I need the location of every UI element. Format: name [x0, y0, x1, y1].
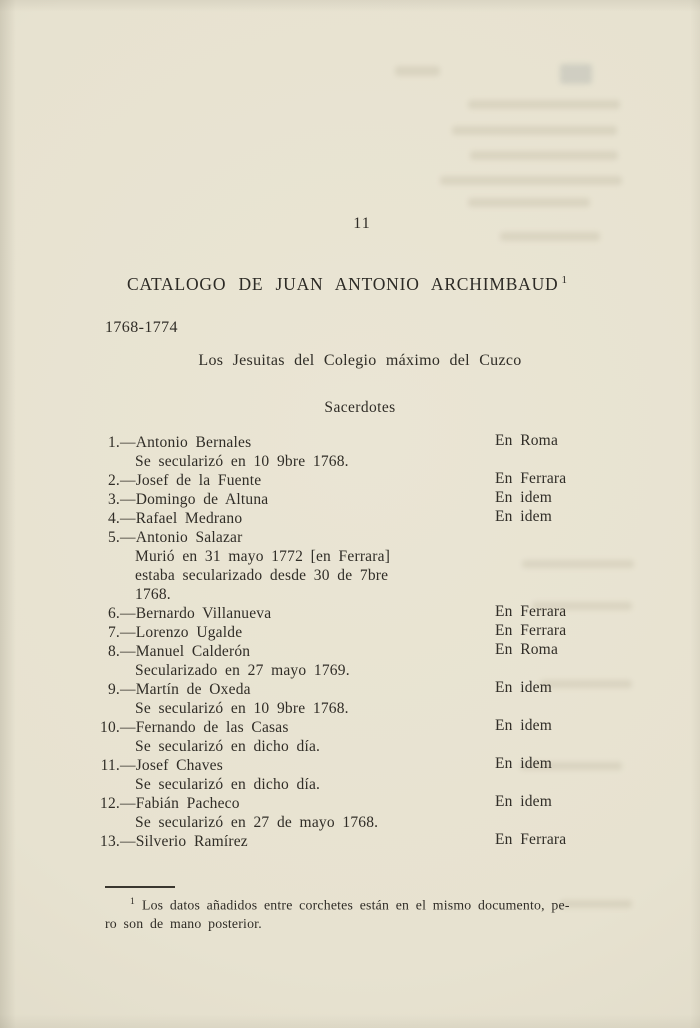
entry-line — [97, 433, 657, 452]
entry-dash: — — [120, 529, 136, 546]
entry-note: Secularizado en 27 mayo 1769. — [135, 662, 350, 679]
entry-line — [97, 509, 657, 528]
entry-location: En idem — [495, 679, 552, 696]
bleed-through — [560, 64, 592, 84]
page-number: 11 — [353, 215, 371, 232]
entry-dash: — — [120, 681, 136, 698]
entry-number: 4. — [107, 510, 120, 527]
entry-number: 13. — [100, 833, 120, 850]
page-title-text: CATALOGO DE JUAN ANTONIO ARCHIMBAUD — [126, 274, 559, 294]
entry-name: Josef de la Fuente — [135, 472, 262, 489]
entry-note: Se secularizó en 10 9bre 1768. — [135, 453, 349, 470]
entry-location: En idem — [495, 717, 552, 734]
entry-note: Se secularizó en dicho día. — [135, 776, 321, 793]
title-footnote-ref: 1 — [561, 274, 567, 287]
entry-dash: — — [120, 624, 136, 641]
bleed-through — [468, 198, 590, 207]
entry-number: 3. — [107, 491, 120, 508]
entry-location: En idem — [495, 489, 552, 506]
entry-name: Domingo de Altuna — [135, 491, 269, 508]
entry-line — [97, 528, 657, 547]
entry-line — [97, 718, 657, 737]
entry-number: 9. — [107, 681, 120, 698]
footnote-divider — [105, 886, 175, 888]
entry-location: En Ferrara — [495, 470, 567, 487]
entry-dash: — — [120, 643, 136, 660]
entry-line — [97, 756, 657, 775]
entry-line — [97, 490, 657, 509]
entry-number: 6. — [107, 605, 120, 622]
footnote-line-1 — [105, 893, 657, 915]
entry-note: Se secularizó en 27 de mayo 1768. — [135, 814, 379, 831]
entry-location: En Roma — [495, 641, 559, 658]
entry-line — [97, 604, 657, 623]
entry-line — [97, 832, 657, 851]
footnote-ref: 1 — [130, 897, 135, 907]
bleed-through — [395, 66, 440, 76]
entry-note: Se secularizó en 10 9bre 1768. — [135, 700, 349, 717]
bleed-through — [500, 232, 600, 241]
entry-number: 8. — [107, 643, 120, 660]
entry-line — [97, 471, 657, 490]
entry-location: En idem — [495, 793, 552, 810]
entry-dash: — — [120, 434, 136, 451]
entry-name: Manuel Calderón — [135, 643, 251, 660]
entry-list — [97, 433, 657, 851]
entry-number: 10. — [100, 719, 120, 736]
entry-note: Se secularizó en dicho día. — [135, 738, 321, 755]
entry-location: En idem — [495, 755, 552, 772]
entry-dash: — — [120, 605, 136, 622]
entry-line — [97, 680, 657, 699]
entry-name: Josef Chaves — [135, 757, 223, 774]
entry-name: Fabián Pacheco — [135, 795, 240, 812]
entry-name: Antonio Salazar — [135, 529, 243, 546]
entry-note: estaba secularizado desde 30 de 7bre — [135, 567, 389, 584]
entry-number: 7. — [107, 624, 120, 641]
bleed-through — [468, 100, 620, 109]
page-title — [0, 274, 697, 295]
entry-name: Lorenzo Ugalde — [135, 624, 243, 641]
entry-location: En Roma — [495, 432, 559, 449]
entry-line — [97, 642, 657, 661]
bleed-through — [452, 126, 617, 135]
entry-note: 1768. — [135, 586, 171, 603]
entry-dash: — — [120, 472, 136, 489]
entry-dash: — — [120, 757, 136, 774]
bleed-through — [440, 176, 622, 185]
entry-number: 1. — [107, 434, 120, 451]
footnote-text-1: Los datos añadidos entre corchetes están en el mismo documento, pe- — [141, 897, 570, 913]
entry-number: 11. — [100, 757, 120, 774]
bleed-through — [470, 151, 618, 160]
entry-name: Rafael Medrano — [135, 510, 243, 527]
entry-name: Martín de Oxeda — [135, 681, 251, 698]
entry-name: Bernardo Villanueva — [135, 605, 272, 622]
entry-location: En idem — [495, 508, 552, 525]
entry-number: 12. — [100, 795, 120, 812]
entry-dash: — — [120, 491, 136, 508]
entry-dash: — — [120, 795, 136, 812]
entry-location: En Ferrara — [495, 622, 567, 639]
entry-dash: — — [120, 510, 136, 527]
entry-line — [97, 794, 657, 813]
entry-name: Antonio Bernales — [135, 434, 252, 451]
footnote-text-2: ro son de mano posterior. — [105, 915, 262, 931]
entry-number: 2. — [107, 472, 120, 489]
entry-number: 5. — [107, 529, 120, 546]
entry-dash: — — [120, 833, 136, 850]
entry-name: Fernando de las Casas — [135, 719, 289, 736]
entry-location: En Ferrara — [495, 831, 567, 848]
entry-dash: — — [120, 719, 136, 736]
entry-name: Silverio Ramírez — [135, 833, 248, 850]
footnote — [105, 893, 657, 933]
section-heading: Sacerdotes — [324, 399, 396, 416]
entry-line — [97, 623, 657, 642]
subtitle: Los Jesuitas del Colegio máximo del Cuzco — [198, 352, 522, 369]
entry-note: Murió en 31 mayo 1772 [en Ferrara] — [135, 548, 391, 565]
date-range: 1768-1774 — [105, 319, 178, 336]
entry-location: En Ferrara — [495, 603, 567, 620]
